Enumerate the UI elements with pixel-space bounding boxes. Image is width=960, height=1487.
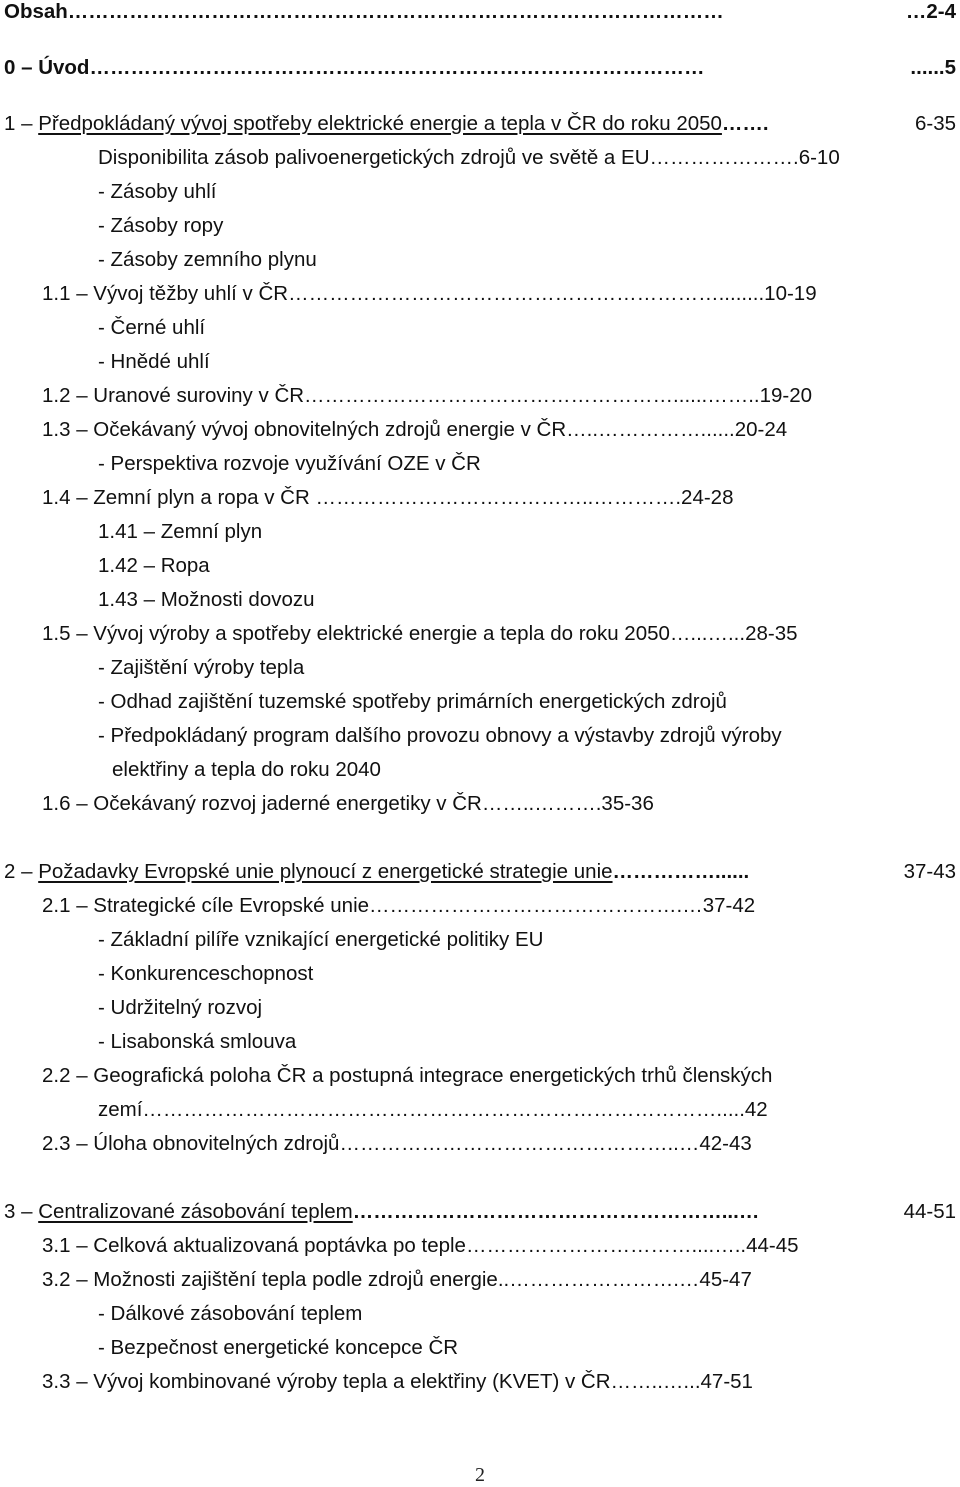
toc-udrzitelny-text: - Udržitelný rozvoj — [98, 996, 263, 1019]
toc-uvod-text: 0 – Úvod……………………………………………………………………………… — [4, 56, 705, 79]
toc-bezpecnost-text: - Bezpečnost energetické koncepce ČR — [98, 1336, 459, 1359]
toc-section-1-43-text: 1.43 – Možnosti dovozu — [98, 588, 315, 611]
chapter-3-number: 3 – — [4, 1200, 33, 1223]
toc-zasoby-uhli-text: - Zásoby uhlí — [98, 180, 217, 203]
toc-zasoby-ropy-text: - Zásoby ropy — [98, 214, 224, 237]
toc-lisabonska-text: - Lisabonská smlouva — [98, 1030, 297, 1053]
page-number: 2 — [475, 1464, 485, 1486]
toc-section-2-3-text: 2.3 – Úloha obnovitelných zdrojů…………………………………………..…42-43 — [42, 1132, 752, 1155]
toc-zajisteni-text: - Zajištění výroby tepla — [98, 656, 305, 679]
toc-obsah-page: …2-4 — [905, 0, 956, 23]
toc-cerne-uhli-text: - Černé uhlí — [98, 316, 206, 339]
toc-section-2-2-text-2: zemí………………………………………………………………………….....42 — [98, 1098, 768, 1121]
toc-section-3-2-text: 3.2 – Možnosti zajištění tepla podle zdrojů energie..…………………….…45-47 — [42, 1268, 752, 1291]
toc-program-text-2: elektřiny a tepla do roku 2040 — [112, 758, 381, 781]
toc-odhad-text: - Odhad zajištění tuzemské spotřeby primárních energetických zdrojů — [98, 690, 727, 713]
toc-dalkove-text: - Dálkové zásobování teplem — [98, 1302, 363, 1325]
chapter-2-number: 2 – — [4, 860, 33, 883]
toc-section-1-1-text: 1.1 – Vývoj těžby uhlí v ČR………………………………………………………........10-19 — [42, 282, 817, 305]
toc-oze-text: - Perspektiva rozvoje využívání OZE v ČR — [98, 452, 481, 475]
toc-uvod-page: ......5 — [910, 56, 956, 79]
toc-section-3-3-text: 3.3 – Vývoj kombinované výroby tepla a elektřiny (KVET) v ČR……..…...47-51 — [42, 1370, 753, 1393]
toc-section-1-41-text: 1.41 – Zemní plyn — [98, 520, 263, 543]
chapter-1-leader: ……. — [721, 112, 769, 135]
toc-section-3-1-text: 3.1 – Celková aktualizovaná poptávka po teple……………………………....…..44-45 — [42, 1234, 799, 1257]
chapter-2-page: 37-43 — [903, 860, 956, 883]
toc-section-2-2-text-1: 2.2 – Geografická poloha ČR a postupná integrace energetických trhů členských — [42, 1064, 773, 1087]
toc-konkurence-text: - Konkurenceschopnost — [98, 962, 314, 985]
toc-section-1-6-text: 1.6 – Očekávaný rozvoj jaderné energetiky v ČR……..……….35-36 — [42, 792, 654, 815]
chapter-2-title[interactable]: Požadavky Evropské unie plynoucí z energetické strategie unie — [38, 860, 613, 883]
chapter-3-leader: ………………………………………………...… — [352, 1200, 760, 1223]
chapter-3-title[interactable]: Centralizované zásobování teplem — [38, 1200, 353, 1223]
toc-section-1-3-text: 1.3 – Očekávaný vývoj obnovitelných zdrojů energie v ČR…..……………......20-24 — [42, 418, 788, 441]
chapter-1-number: 1 – — [4, 112, 33, 135]
toc-hnede-uhli-text: - Hnědé uhlí — [98, 350, 210, 373]
toc-obsah-text: Obsah…………………………………………………………………………………… — [4, 0, 724, 23]
toc-disponibilita-text: Disponibilita zásob palivoenergetických zdrojů ve světě a EU………………….6-10 — [98, 146, 840, 169]
chapter-3-page: 44-51 — [903, 1200, 956, 1223]
chapter-2-leader: ……………...... — [612, 860, 750, 883]
chapter-1-page: 6-35 — [914, 112, 956, 135]
chapter-1-title[interactable]: Předpokládaný vývoj spotřeby elektrické energie a tepla v ČR do roku 2050 — [38, 112, 722, 135]
toc-section-1-2-text: 1.2 – Uranové suroviny v ČR………………………………………………......……..19-20 — [42, 384, 813, 407]
toc-section-1-4-text: 1.4 – Zemní plyn a ropa v ČR …………………………………..………….24-28 — [42, 486, 734, 509]
toc-pilire-text: - Základní pilíře vznikající energetické politiky EU — [98, 928, 544, 951]
toc-section-2-1-text: 2.1 – Strategické cíle Evropské unie……………………………………….…37-42 — [42, 894, 756, 917]
toc-zasoby-plynu-text: - Zásoby zemního plynu — [98, 248, 317, 271]
toc-section-1-5-text: 1.5 – Vývoj výroby a spotřeby elektrické energie a tepla do roku 2050…...…...28-35 — [42, 622, 798, 645]
toc-section-1-42-text: 1.42 – Ropa — [98, 554, 210, 577]
toc-program-text-1: - Předpokládaný program dalšího provozu obnovy a výstavby zdrojů výroby — [98, 724, 782, 747]
